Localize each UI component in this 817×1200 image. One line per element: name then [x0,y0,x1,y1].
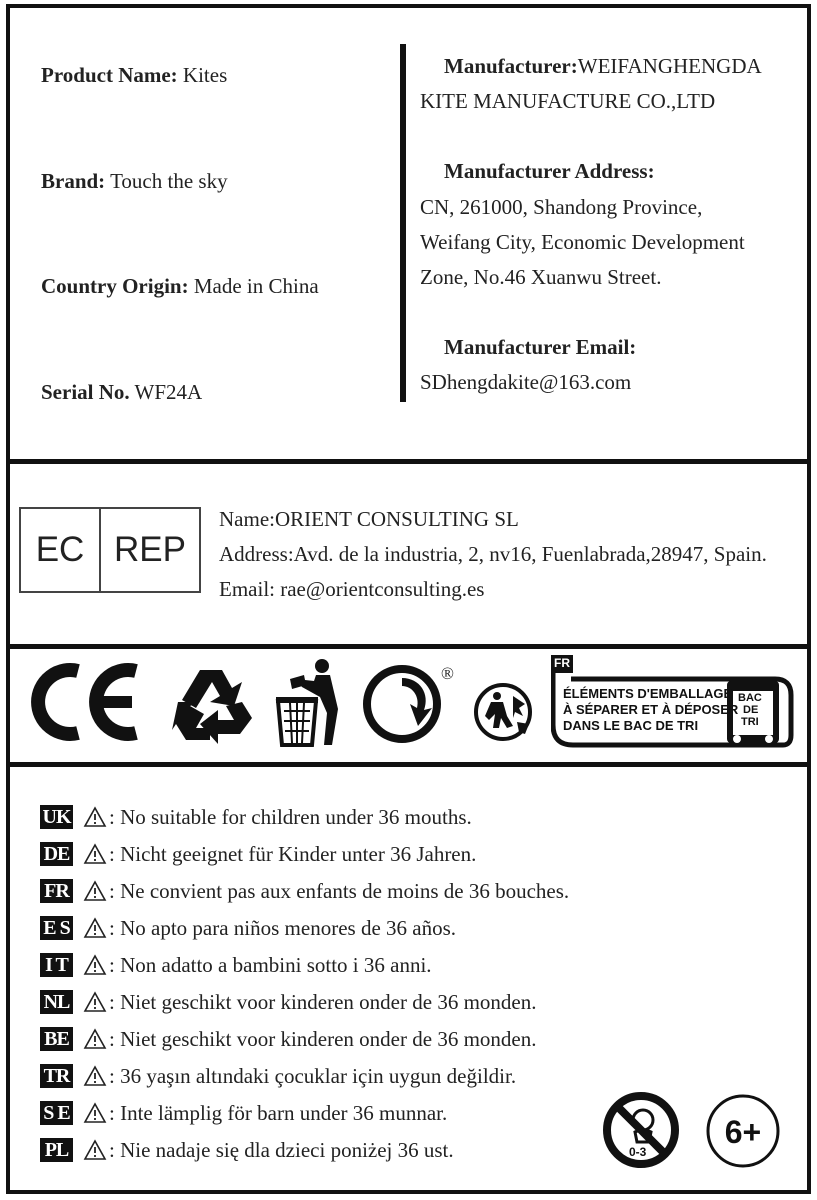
divider-2 [6,644,811,649]
language-code: FR [40,879,73,903]
country-origin [41,274,319,299]
fr-line-1: ÉLÉMENTS D'EMBALLAGE [563,686,733,701]
ec-rep-email: Email: rae@orientconsulting.es [219,577,485,601]
bin-text-1: BAC [738,692,762,704]
warning-text: : Niet geschikt voor kinderen onder de 36 monden. [109,989,537,1014]
under-label: 0-3 [629,1145,647,1159]
origin-value: Made in China [193,274,319,298]
brand [41,169,228,194]
ce-mark-icon [26,661,144,743]
warning-text: : Nie nadaje się dla dzieci poniżej 36 ust. [109,1137,454,1162]
warning-row [40,1024,536,1054]
manufacturer-label: Manufacturer: [444,54,578,78]
divider-1 [6,459,811,464]
green-dot-icon [362,664,442,744]
warning-row [40,913,456,943]
language-code: DE [40,842,73,866]
warning-row [40,987,536,1017]
warning-triangle-icon [83,917,107,939]
brand-value: Touch the sky [110,169,228,193]
warning-triangle-icon [83,1139,107,1161]
product-name [41,63,227,88]
warning-row [40,1098,447,1128]
divider-3 [6,762,811,767]
language-code: S E [40,1101,73,1125]
warning-text: : No suitable for children under 36 mouths. [109,804,472,829]
serial-value: WF24A [134,380,203,404]
warning-row [40,802,472,832]
warning-triangle-icon [83,843,107,865]
warning-text: : Ne convient pas aux enfants de moins de 36 bouches. [109,878,570,903]
manufacturer [420,54,762,79]
age-plus-label: 6+ [724,1114,762,1150]
language-code: NL [40,990,73,1014]
warning-text: : No apto para niños menores de 36 años. [109,915,457,940]
warning-text: : Niet geschikt voor kinderen onder de 36 monden. [109,1026,537,1051]
warning-triangle-icon [83,954,107,976]
no-under-3-icon [601,1090,681,1170]
warning-text: : 36 yaşın altındaki çocuklar için uygun değildir. [109,1063,517,1088]
fr-line-3: DANS LE BAC DE TRI [563,718,699,733]
manufacturer-name-1: WEIFANGHENGDA [577,54,762,78]
recycling-person-icon [473,682,537,742]
ec-rep-box [19,507,201,593]
manufacturer-name-2: KITE MANUFACTURE CO.,LTD [420,89,716,113]
warning-triangle-icon [83,1102,107,1124]
ec-label: EC [21,509,101,591]
warning-triangle-icon [83,1065,107,1087]
address-line-2: Weifang City, Economic Development [420,230,745,254]
warning-row [40,876,569,906]
language-code: BE [40,1027,73,1051]
product-name-label: Product Name: [41,63,178,87]
warning-row [40,1061,516,1091]
address-line-1: CN, 261000, Shandong Province, [420,195,703,219]
warning-row [40,839,476,869]
recycle-icon [170,662,258,746]
language-code: TR [40,1064,73,1088]
registered-mark: ® [441,664,454,683]
manufacturer-email-label: Manufacturer Email: [444,335,637,359]
bin-text-2: DE [743,704,759,716]
manufacturer-address-label: Manufacturer Address: [444,159,655,183]
warning-triangle-icon [83,1028,107,1050]
triman-info-icon [551,655,794,748]
language-code: I T [40,953,73,977]
rep-label: REP [114,530,186,569]
address-line-3: Zone, No.46 Xuanwu Street. [420,265,662,289]
ec-rep-address: Address:Avd. de la industria, 2, nv16, Fuenlabrada,28947, Spain. [219,542,767,566]
warning-triangle-icon [83,991,107,1013]
product-name-value: Kites [182,63,228,87]
bin-text-3: TRI [741,716,759,728]
warning-triangle-icon [83,806,107,828]
fr-badge: FR [554,656,570,670]
warning-text: : Nicht geeignet für Kinder unter 36 Jahren. [109,841,477,866]
warning-text: : Inte lämplig för barn under 36 munnar. [109,1100,448,1125]
language-code: PL [40,1138,73,1162]
ec-rep-name: Name:ORIENT CONSULTING SL [219,507,519,531]
language-code: UK [40,805,73,829]
serial-number [41,380,202,405]
fr-line-2: À SÉPARER ET À DÉPOSER [563,702,739,717]
manufacturer-email: SDhengdakite@163.com [420,370,632,394]
language-code: E S [40,916,73,940]
origin-label: Country Origin: [41,274,189,298]
brand-label: Brand: [41,169,106,193]
tidyman-bin-icon [272,657,346,747]
warning-row [40,1135,454,1165]
age-6-plus-icon [704,1092,782,1170]
warning-text: : Non adatto a bambini sotto i 36 anni. [109,952,432,977]
warning-row [40,950,432,980]
vertical-divider [400,44,406,402]
serial-label: Serial No. [41,380,130,404]
warning-triangle-icon [83,880,107,902]
